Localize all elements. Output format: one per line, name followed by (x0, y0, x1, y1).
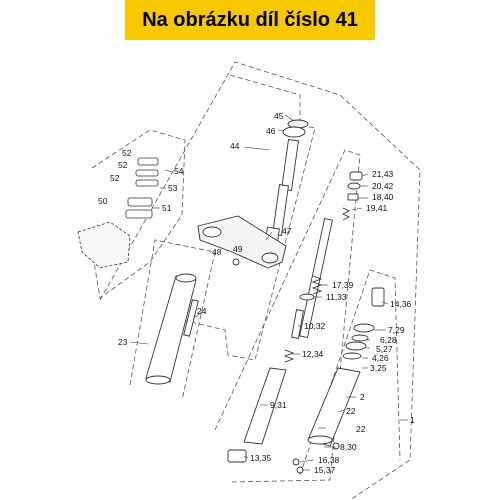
page-title: Na obrázku díl číslo 41 (142, 8, 358, 31)
label-12-34: 12,34 (302, 349, 324, 359)
label-52-c: 52 (110, 173, 120, 183)
label-8-30: 8,30 (340, 442, 357, 452)
label-3-25: 3,25 (370, 363, 387, 373)
label-11-33: 11,33 (326, 292, 347, 302)
label-50: 50 (98, 196, 108, 206)
label-7-29: 7,29 (388, 325, 405, 335)
label-52-a: 52 (122, 148, 132, 158)
label-24: 24 (197, 306, 207, 316)
label-1: 1 (410, 415, 415, 425)
label-14-36: 14,36 (390, 299, 412, 309)
steering-stem (198, 120, 308, 268)
label-48: 48 (212, 247, 222, 257)
label-13-35: 13,35 (250, 453, 272, 463)
label-49: 49 (233, 244, 243, 254)
label-54: 54 (174, 166, 184, 176)
label-5-27: 5,27 (376, 344, 393, 354)
label-47: 47 (282, 226, 292, 236)
label-46: 46 (266, 126, 276, 136)
label-21-43: 21,43 (372, 169, 394, 179)
label-6-28: 6,28 (380, 335, 397, 345)
left-outer-tube (146, 274, 198, 384)
inner-group-outline (215, 150, 360, 482)
title-banner (125, 0, 375, 40)
label-53: 53 (168, 183, 178, 193)
label-23: 23 (118, 337, 128, 347)
label-22-a: 22 (346, 406, 356, 416)
front-fork-exploded-diagram (0, 40, 500, 500)
label-2: 2 (360, 392, 365, 402)
label-18-40: 18,40 (372, 192, 394, 202)
label-20-42: 20,42 (372, 181, 394, 191)
label-45: 45 (274, 111, 284, 121)
label-16-38: 16,38 (318, 455, 340, 465)
label-44: 44 (230, 141, 240, 151)
label-10-32: 10,32 (304, 321, 326, 331)
label-9-31: 9,31 (270, 400, 287, 410)
label-19-41: 19,41 (366, 203, 388, 213)
inner-tube-assembly (228, 172, 362, 462)
label-52-b: 52 (118, 160, 128, 170)
label-51: 51 (162, 203, 172, 213)
label-15-37: 15,37 (314, 465, 336, 475)
label-4-26: 4,26 (372, 353, 389, 363)
label-22-b: 22 (356, 424, 366, 434)
label-17-39: 17,39 (332, 280, 354, 290)
